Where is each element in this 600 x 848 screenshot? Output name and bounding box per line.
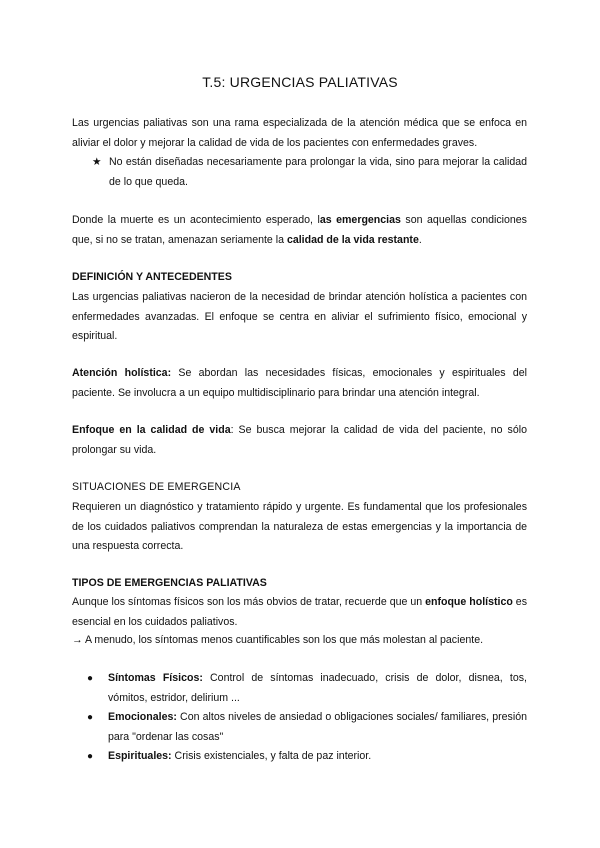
bullet-label: Emocionales: xyxy=(108,711,177,724)
tipos-arrow-line: → A menudo, los síntomas menos cuantificables son los que más molestan al paciente. xyxy=(72,634,484,646)
bullet-label: Síntomas Físicos: xyxy=(108,672,203,684)
situaciones-paragraph: Requieren un diagnóstico y tratamiento rápido y urgente. Es fundamental que los profesionales de los cuidados paliativos comprendan la naturaleza de estas emergencias y la importancia de una respuesta correcta. xyxy=(72,501,527,553)
definicion-heading: DEFINICIÓN Y ANTECEDENTES xyxy=(72,271,232,283)
bullet-dot-icon: ● xyxy=(87,712,94,724)
calidad-paragraph xyxy=(72,421,527,460)
calidad-text: : Se busca mejorar la calidad de vida del paciente, no sólo prolongar su vida. xyxy=(72,424,527,456)
definicion-paragraph: Las urgencias paliativas nacieron de la necesidad de brindar atención holística a pacientes con enfermedades avanzadas. El enfoque se centra en aliviar el sufrimiento físico, emocional y espiritual. xyxy=(72,291,527,343)
star-item-text: No están diseñadas necesariamente para prolongar la vida, sino para mejorar la calidad de lo que queda. xyxy=(109,156,527,188)
bullet-dot-icon: ● xyxy=(87,751,94,763)
tipos-heading: TIPOS DE EMERGENCIAS PALIATIVAS xyxy=(72,577,267,589)
emergencias-bold-1: as emergencias xyxy=(319,214,401,226)
bullet-item-espirituales xyxy=(72,747,527,767)
bullet-text: Crisis existenciales, y falta de paz interior. xyxy=(171,750,372,763)
bullet-list xyxy=(72,669,527,767)
situaciones-heading: SITUACIONES DE EMERGENCIA xyxy=(72,481,241,493)
bullet-text: Control de síntomas inadecuado, crisis de dolor, disnea, tos, vómitos, estridor, delirium ... xyxy=(108,672,527,704)
holistica-label: Atención holística: xyxy=(72,367,172,379)
bullet-dot-icon: ● xyxy=(87,673,94,684)
tipos-text-2: es esencial en los cuidados paliativos. xyxy=(72,596,527,628)
bullet-label: Espirituales: xyxy=(108,750,172,763)
star-list-item xyxy=(92,153,527,192)
tipos-bold-1: enfoque holístico xyxy=(425,596,513,608)
emergencias-bold-2: calidad de la vida restante xyxy=(286,233,419,246)
emergencias-text-2: son aquellas condiciones que, si no se tratan, amenazan seriamente la xyxy=(72,214,527,246)
emergencias-text-1: Donde la muerte es un acontecimiento esperado, l xyxy=(72,214,320,226)
holistica-text: Se abordan las necesidades físicas, emocionales y espirituales del paciente. Se involucra a un equipo multidisciplinario para brindar una atención integral. xyxy=(72,367,527,399)
emergencias-paragraph xyxy=(72,211,527,250)
holistica-paragraph xyxy=(72,364,527,403)
intro-paragraph: Las urgencias paliativas son una rama especializada de la atención médica que se enfoca en aliviar el dolor y mejorar la calidad de vida de los pacientes con enfermedades graves. xyxy=(72,117,527,149)
bullet-item-emocionales xyxy=(72,708,527,747)
bullet-text: Con altos niveles de ansiedad o obligaciones sociales/ familiares, presión para "ordenar las cosas" xyxy=(108,711,527,743)
calidad-label: Enfoque en la calidad de vida xyxy=(72,424,231,436)
tipos-text-1: Aunque los síntomas físicos son los más obvios de tratar, recuerde que un xyxy=(72,596,426,608)
emergencias-text-3: . xyxy=(418,233,422,246)
page-title: T.5: URGENCIAS PALIATIVAS xyxy=(202,74,398,90)
bullet-item-fisicos xyxy=(72,669,527,708)
star-icon: ★ xyxy=(92,156,102,168)
tipos-paragraph xyxy=(72,593,527,632)
